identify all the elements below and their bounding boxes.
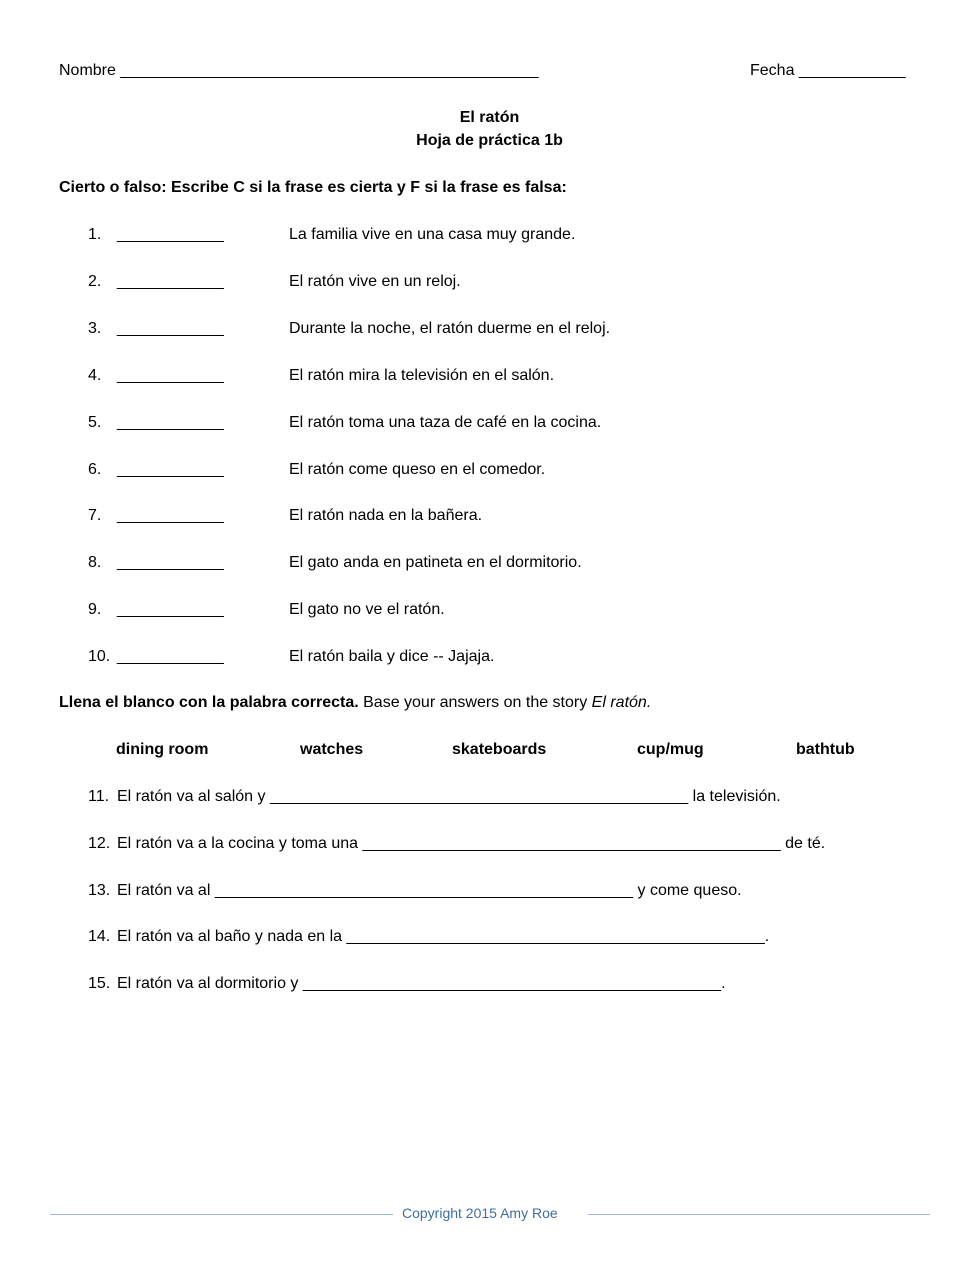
statement-text: El gato no ve el ratón.	[289, 601, 445, 618]
footer-copyright: Copyright 2015 Amy Roe	[402, 1205, 558, 1221]
answer-blank[interactable]: ____________	[117, 601, 224, 618]
answer-blank[interactable]: ____________	[117, 320, 224, 337]
item-number: 10.	[88, 648, 111, 665]
item-number: 4.	[88, 367, 102, 384]
word-bank-item: dining room	[116, 741, 209, 758]
answer-blank[interactable]: ____________	[117, 367, 224, 384]
fill-in-sentence[interactable]: El ratón va al dormitorio y _______________________________________________.	[117, 975, 726, 992]
item-number: 3.	[88, 320, 102, 337]
fill-in-sentence[interactable]: El ratón va al _______________________________________________ y come queso.	[117, 882, 742, 899]
item-number: 12.	[88, 835, 111, 852]
word-bank-item: cup/mug	[637, 741, 704, 758]
item-number: 11.	[88, 788, 110, 805]
item-number: 9.	[88, 601, 102, 618]
answer-blank[interactable]: ____________	[117, 226, 224, 243]
item-number: 13.	[88, 882, 111, 899]
answer-blank[interactable]: ____________	[117, 414, 224, 431]
statement-text: El ratón come queso en el comedor.	[289, 461, 546, 478]
item-number: 6.	[88, 461, 102, 478]
page-subtitle: Hoja de práctica 1b	[416, 132, 563, 149]
fill-in-sentence[interactable]: El ratón va al salón y _______________________________________________ la televisión.	[117, 788, 781, 805]
section2-instructions-bold: Llena el blanco con la palabra correcta.	[59, 694, 359, 711]
fecha-field[interactable]: Fecha ____________	[750, 62, 906, 79]
answer-blank[interactable]: ____________	[117, 461, 224, 478]
statement-text: El ratón baila y dice -- Jajaja.	[289, 648, 495, 665]
statement-text: El gato anda en patineta en el dormitorio.	[289, 554, 582, 571]
word-bank-item: skateboards	[452, 741, 547, 758]
section1-instructions: Cierto o falso: Escribe C si la frase es cierta y F si la frase es falsa:	[59, 179, 567, 196]
statement-text: El ratón vive en un reloj.	[289, 273, 461, 290]
word-bank-item: bathtub	[796, 741, 855, 758]
section2-instructions-italic: El ratón.	[591, 694, 652, 711]
statement-text: El ratón nada en la bañera.	[289, 507, 483, 524]
answer-blank[interactable]: ____________	[117, 554, 224, 571]
statement-text: El ratón toma una taza de café en la cocina.	[289, 414, 602, 431]
word-bank-item: watches	[300, 741, 364, 758]
item-number: 1.	[88, 226, 102, 243]
statement-text: El ratón mira la televisión en el salón.	[289, 367, 555, 384]
footer-rule-right	[588, 1214, 930, 1215]
section2-instructions-plain: Base your answers on the story	[358, 694, 592, 711]
item-number: 2.	[88, 273, 102, 290]
answer-blank[interactable]: ____________	[117, 273, 224, 290]
fill-in-sentence[interactable]: El ratón va al baño y nada en la _______________________________________________.	[117, 928, 770, 945]
footer-rule-left	[50, 1214, 393, 1215]
item-number: 5.	[88, 414, 102, 431]
fill-in-sentence[interactable]: El ratón va a la cocina y toma una _______________________________________________ de té.	[117, 835, 826, 852]
item-number: 8.	[88, 554, 102, 571]
item-number: 14.	[88, 928, 111, 945]
item-number: 15.	[88, 975, 111, 992]
answer-blank[interactable]: ____________	[117, 648, 224, 665]
nombre-field[interactable]: Nombre _______________________________________________	[59, 62, 539, 79]
section2-instructions	[59, 694, 651, 712]
item-number: 7.	[88, 507, 102, 524]
statement-text: La familia vive en una casa muy grande.	[289, 226, 576, 243]
answer-blank[interactable]: ____________	[117, 507, 224, 524]
page-title: El ratón	[459, 109, 520, 126]
statement-text: Durante la noche, el ratón duerme en el reloj.	[289, 320, 611, 337]
